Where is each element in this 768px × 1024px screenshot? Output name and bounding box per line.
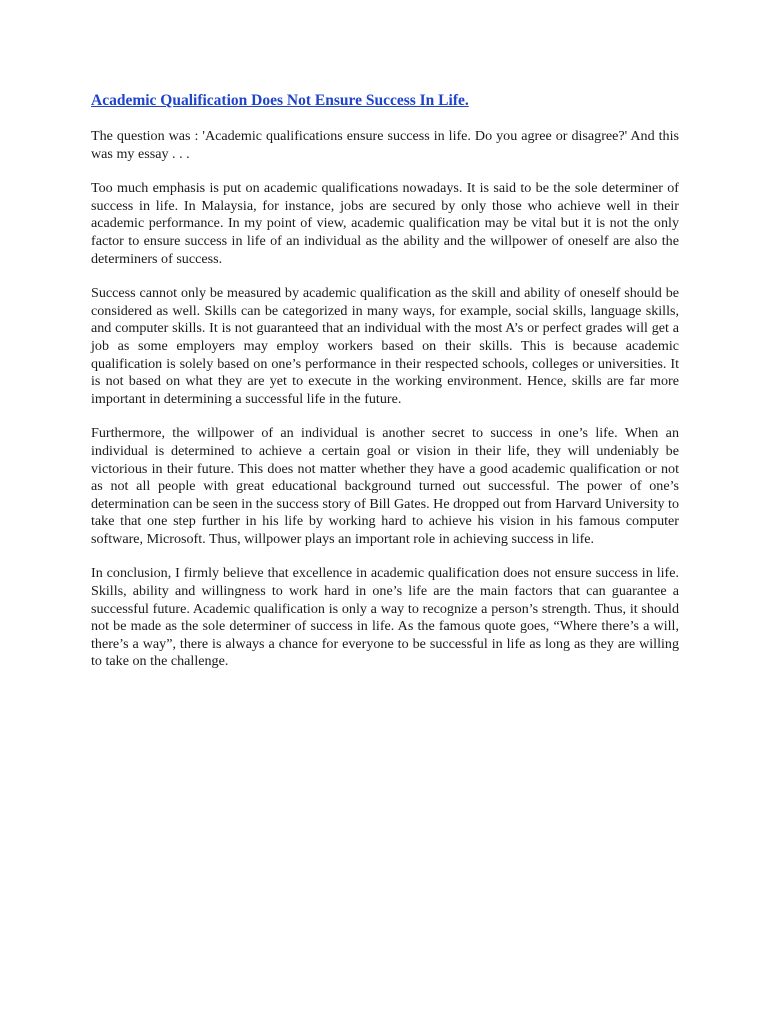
- body-paragraph-2: Success cannot only be measured by academic qualification as the skill and ability of oneself should be considered as well. Skills can be categorized in many ways, for example, social skills, language skills, and computer skills. It is not guaranteed that an individual with the most A’s or perfect grades will get a job as some employers may employ workers based on their skills. This is because academic qualification is solely based on one’s performance in their respected schools, colleges or universities. It is not based on what they are yet to execute in the working environment. Hence, skills are far more important in determining a successful life in the future.: [91, 285, 679, 407]
- conclusion-paragraph: In conclusion, I firmly believe that excellence in academic qualification does not ensure success in life. Skills, ability and willingness to work hard in one’s life are the main factors that can guarantee a successful future. Academic qualification is only a way to recognize a person’s strength. Thus, it should not be made as the sole determiner of success in life. As the famous quote goes, “Where there’s a will, there’s a way”, there is always a chance for everyone to be successful in life as long as they are willing to take on the challenge.: [91, 565, 679, 670]
- intro-paragraph: The question was : 'Academic qualifications ensure success in life. Do you agree or disagree?' And this was my essay . . .: [91, 128, 679, 162]
- document-page: [91, 91, 679, 688]
- body-paragraph-3: Furthermore, the willpower of an individual is another secret to success in one’s life. When an individual is determined to achieve a certain goal or vision in their life, they will undeniably be victorious in their future. This does not matter whether they have a good academic qualification or not as not all people with great educational background turned out successful. The power of one’s determination can be seen in the success story of Bill Gates. He dropped out from Harvard University to take that one step further in his life by working hard to achieve his vision in his famous computer software, Microsoft. Thus, willpower plays an important role in achieving success in life.: [91, 425, 679, 547]
- document-title[interactable]: Academic Qualification Does Not Ensure Success In Life.: [91, 92, 469, 109]
- body-paragraph-1: Too much emphasis is put on academic qualifications nowadays. It is said to be the sole determiner of success in life. In Malaysia, for instance, jobs are secured by only those who achieve well in their academic performance. In my point of view, academic qualification may be vital but it is not the only factor to ensure success in life of an individual as the ability and the willpower of oneself are also the determiners of success.: [91, 180, 679, 267]
